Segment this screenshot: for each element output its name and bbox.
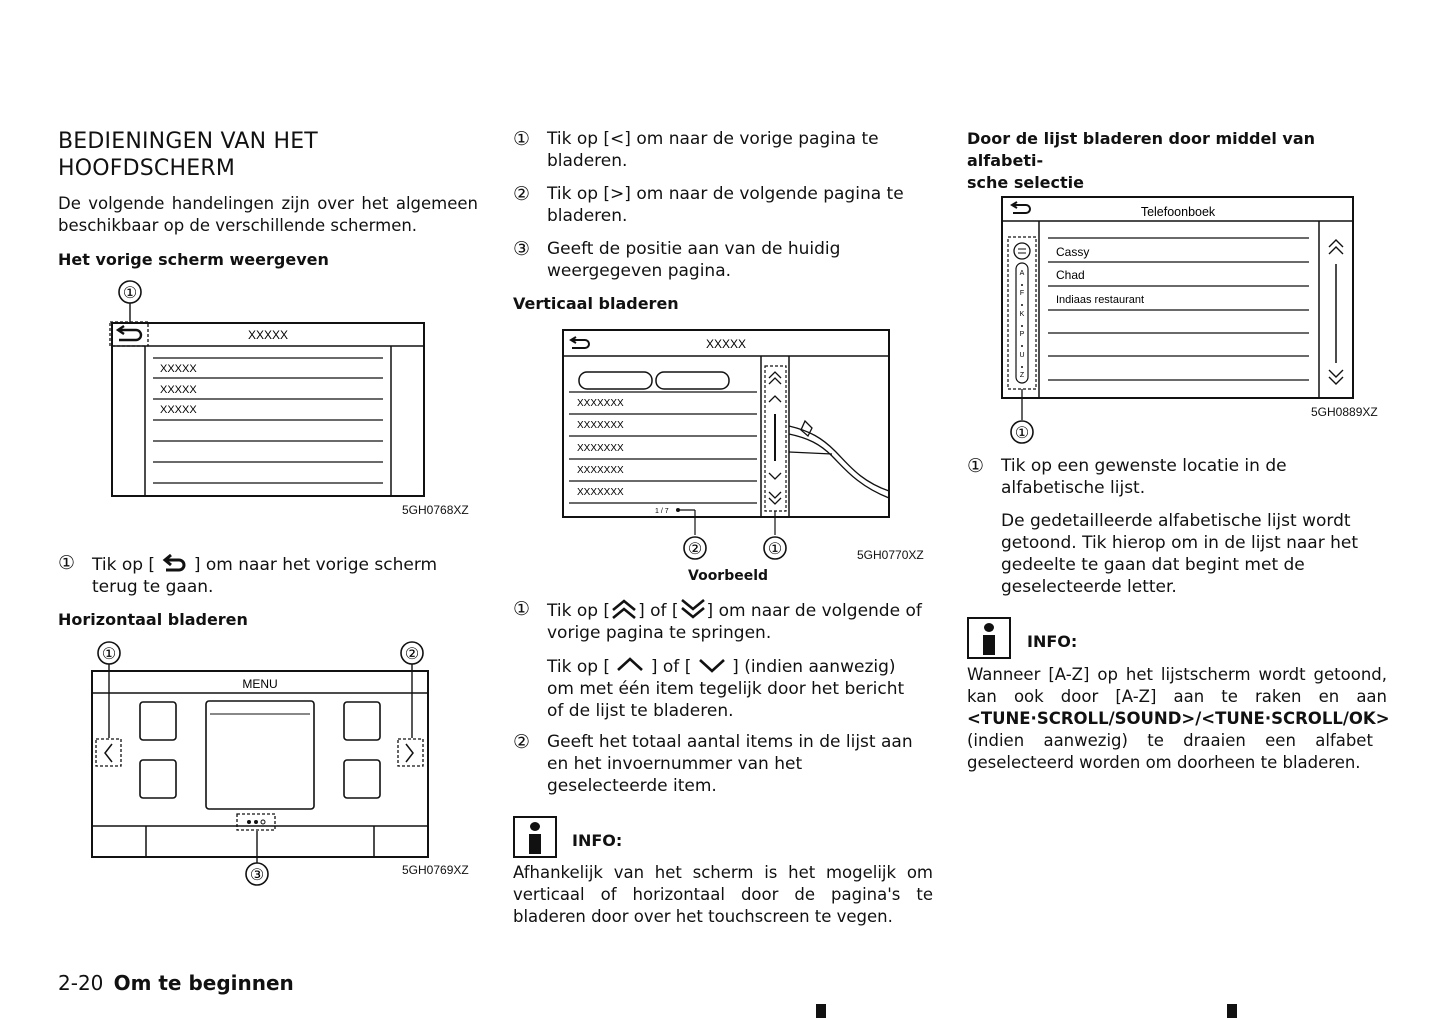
figure-page-indicator: 1 / 7 bbox=[655, 508, 669, 515]
chevron-down-icon bbox=[769, 473, 781, 479]
figure-code: 5GH0889XZ bbox=[1311, 405, 1378, 419]
alphabet-letter: U bbox=[1019, 352, 1025, 359]
chapter-title: Om te beginnen bbox=[113, 971, 294, 995]
double-chevron-up-icon bbox=[610, 598, 638, 620]
figure-code: 5GH0768XZ bbox=[402, 503, 469, 517]
crop-mark bbox=[816, 1004, 826, 1018]
subheading-vertical: Verticaal bladeren bbox=[513, 294, 679, 313]
double-chevron-down-icon bbox=[1329, 370, 1343, 384]
figure-marker-1: ① bbox=[767, 541, 783, 558]
chevron-up-icon bbox=[615, 655, 645, 675]
heading-line-1: BEDIENINGEN VAN HET bbox=[58, 129, 318, 154]
step-marker: ② bbox=[513, 731, 531, 753]
figure-marker-1: ① bbox=[101, 646, 117, 663]
info-icon bbox=[513, 816, 557, 858]
page-number: 2-20 bbox=[58, 971, 104, 995]
list-item bbox=[513, 238, 840, 282]
line: weergegeven pagina. bbox=[547, 261, 732, 281]
text: ] of [ bbox=[650, 657, 692, 677]
intro-paragraph: De volgende handelingen zijn over het algemeen beschikbaar op de verschillende schermen. bbox=[58, 194, 478, 235]
figure-title: XXXXX bbox=[705, 337, 747, 351]
contact-item: Chad bbox=[1056, 268, 1085, 282]
chevron-left-icon bbox=[105, 744, 112, 762]
figure-title: Telefoonboek bbox=[1140, 205, 1216, 219]
text: Tik op een gewenste locatie in de bbox=[1001, 456, 1287, 476]
text: ] (indien aanwezig) bbox=[732, 657, 896, 677]
contact-item: Cassy bbox=[1056, 245, 1090, 259]
figure-code: 5GH0770XZ bbox=[857, 548, 924, 562]
figure-title: XXXXX bbox=[247, 328, 289, 342]
double-chevron-down-icon bbox=[679, 598, 707, 620]
subheading-horizontal: Horizontaal bladeren bbox=[58, 610, 248, 629]
step-alphabet-select bbox=[967, 455, 1387, 598]
text: om met één item tegelijk door het bericht bbox=[547, 679, 905, 699]
control-name: <TUNE·SCROLL/SOUND>/<TUNE·SCROLL/OK> bbox=[967, 709, 1390, 728]
figure-list-item: XXXXXXX bbox=[577, 398, 624, 409]
figure-list-item: XXXXXXX bbox=[577, 487, 624, 498]
figure-list-item: XXXXX bbox=[160, 384, 197, 396]
step-marker: ① bbox=[967, 455, 985, 477]
figure-list-item: XXXXX bbox=[160, 363, 197, 375]
alphabet-letter: K bbox=[1019, 311, 1025, 318]
text: geselecteerde letter. bbox=[1001, 577, 1177, 597]
double-chevron-down-icon bbox=[769, 492, 781, 504]
text: getoond. Tik hierop om in de lijst naar het bbox=[1001, 533, 1359, 553]
step-text-b: ] om naar het vorige scherm bbox=[193, 555, 438, 575]
line: sche selectie bbox=[967, 173, 1084, 192]
text: alfabetische lijst. bbox=[1001, 478, 1146, 498]
chevron-up-icon bbox=[769, 396, 781, 402]
line: Geeft de positie aan van de huidig bbox=[547, 239, 841, 259]
double-chevron-up-icon bbox=[769, 372, 781, 384]
text: ] of [ bbox=[638, 601, 679, 621]
figure-list-item: XXXXXXX bbox=[577, 443, 624, 454]
double-chevron-up-icon bbox=[1329, 240, 1343, 254]
swap-icon bbox=[1014, 243, 1030, 259]
text: Geeft het totaal aantal items in de lijst aan bbox=[547, 732, 913, 752]
step-item-count bbox=[513, 731, 943, 797]
heading-line-2: HOOFDSCHERM bbox=[58, 156, 236, 181]
step-marker: ③ bbox=[513, 238, 531, 260]
figure-marker-2: ② bbox=[404, 646, 420, 663]
alphabet-letter: F bbox=[1019, 290, 1025, 297]
text: Tik op [ bbox=[547, 657, 611, 677]
text: geselecteerde item. bbox=[547, 776, 717, 796]
step-marker: ② bbox=[513, 183, 531, 205]
contact-item: Indiaas restaurant bbox=[1056, 294, 1145, 306]
text: of de lijst te bladeren. bbox=[547, 701, 734, 721]
subheading-alphabetical bbox=[967, 128, 1387, 194]
line: Tik op [>] om naar de volgende pagina te bbox=[547, 184, 904, 204]
figure-code: 5GH0769XZ bbox=[402, 863, 469, 877]
alphabet-letter: A bbox=[1019, 270, 1025, 277]
figure-list-item: XXXXX bbox=[160, 404, 197, 416]
info-label: INFO: bbox=[572, 831, 623, 850]
figure-horizontal-scroll bbox=[88, 638, 438, 890]
list-item bbox=[513, 128, 879, 172]
map-roads bbox=[789, 421, 889, 498]
figure-marker-2: ② bbox=[687, 541, 703, 558]
step-page-jump bbox=[513, 598, 943, 722]
step-marker: ① bbox=[513, 598, 531, 620]
text: vorige pagina te springen. bbox=[547, 623, 772, 643]
figure-previous-screen bbox=[100, 278, 480, 518]
info-text: Afhankelijk van het scherm is het mogelijk om verticaal of horizontaal door de pagina's te bladeren door over het touchscreen te vegen. bbox=[513, 863, 933, 926]
info-icon bbox=[967, 617, 1011, 659]
back-icon bbox=[160, 552, 188, 574]
text: en het invoernummer van het bbox=[547, 754, 803, 774]
step-marker: ① bbox=[513, 128, 531, 150]
figure-marker-3: ③ bbox=[249, 867, 265, 884]
info-text bbox=[967, 664, 1390, 774]
text: Wanneer [A-Z] op het lijstscherm wordt getoond, kan ook door [A-Z] aan te raken en aan bbox=[967, 665, 1387, 706]
step-previous-screen bbox=[58, 552, 498, 598]
subheading-previous-screen: Het vorige scherm weergeven bbox=[58, 250, 329, 269]
line: Door de lijst bladeren door middel van alfabeti- bbox=[967, 129, 1316, 170]
info-label: INFO: bbox=[1027, 632, 1078, 651]
figure-caption: Voorbeeld bbox=[688, 568, 769, 584]
alphabet-letter: P bbox=[1019, 331, 1025, 338]
line: bladeren. bbox=[547, 206, 628, 226]
text: ] om naar de volgende of bbox=[706, 601, 922, 621]
section-heading bbox=[58, 128, 318, 182]
figure-list-item: XXXXXXX bbox=[577, 420, 624, 431]
line: Tik op [<] om naar de vorige pagina te bbox=[547, 129, 879, 149]
chevron-right-icon bbox=[406, 744, 413, 762]
figure-title: MENU bbox=[242, 677, 278, 691]
figure-vertical-scroll bbox=[560, 326, 900, 566]
figure-marker-1: ① bbox=[122, 285, 138, 302]
crop-mark bbox=[1227, 1004, 1237, 1018]
text: (indien aanwezig) te draaien een alfabet geselecteerd worden om doorheen te bladeren. bbox=[967, 731, 1373, 772]
page-footer bbox=[58, 971, 294, 995]
list-item bbox=[513, 183, 904, 227]
figure-marker-1: ① bbox=[1014, 425, 1030, 442]
text: Tik op [ bbox=[547, 601, 611, 621]
step-marker: ① bbox=[58, 552, 76, 574]
step-text-c: terug te gaan. bbox=[92, 577, 214, 597]
text: De gedetailleerde alfabetische lijst wordt bbox=[1001, 511, 1351, 531]
alphabet-letter: Z bbox=[1019, 372, 1025, 379]
line: bladeren. bbox=[547, 151, 628, 171]
text: gedeelte te gaan dat begint met de bbox=[1001, 555, 1305, 575]
figure-list-item: XXXXXXX bbox=[577, 465, 624, 476]
chevron-down-icon bbox=[697, 655, 727, 675]
step-text-a: Tik op [ bbox=[92, 555, 156, 575]
